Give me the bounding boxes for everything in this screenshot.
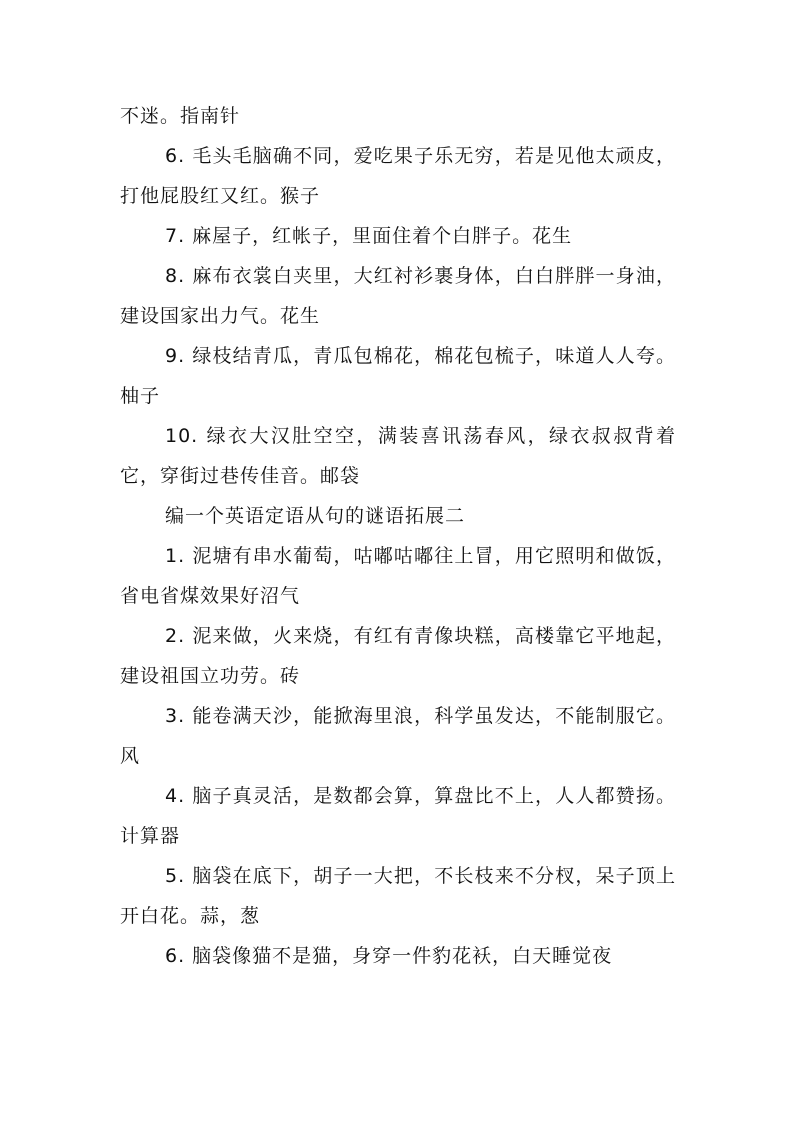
riddle-item: 2. 泥来做，火来烧，有红有青像块糕，高楼靠它平地起，建设祖国立功劳。砖 xyxy=(120,625,676,687)
riddle-item: 8. 麻布衣裳白夹里，大红衬衫裹身体，白白胖胖一身油，建设国家出力气。花生 xyxy=(120,265,676,327)
riddle-item: 4. 脑子真灵活，是数都会算，算盘比不上，人人都赞扬。计算器 xyxy=(120,785,676,847)
paragraph: 不迷。指南针 xyxy=(120,105,241,127)
document-body xyxy=(120,96,676,976)
riddle-item: 3. 能卷满天沙，能掀海里浪，科学虽发达，不能制服它。风 xyxy=(120,705,676,767)
riddle-item: 10. 绿衣大汉肚空空，满装喜讯荡春风，绿衣叔叔背着它，穿街过巷传佳音。邮袋 xyxy=(120,425,676,487)
riddle-item: 1. 泥塘有串水葡萄，咕嘟咕嘟往上冒，用它照明和做饭，省电省煤效果好沼气 xyxy=(120,545,676,607)
riddle-item: 6. 毛头毛脑确不同，爱吃果子乐无穷，若是见他太顽皮，打他屁股红又红。猴子 xyxy=(120,145,676,207)
riddle-item: 7. 麻屋子，红帐子，里面住着个白胖子。花生 xyxy=(165,225,573,247)
riddle-item: 6. 脑袋像猫不是猫，身穿一件豹花袄，白天睡觉夜 xyxy=(165,945,613,967)
riddle-item: 9. 绿枝结青瓜，青瓜包棉花，棉花包梳子，味道人人夸。柚子 xyxy=(120,345,676,407)
section-heading: 编一个英语定语从句的谜语拓展二 xyxy=(165,505,466,527)
riddle-item: 5. 脑袋在底下，胡子一大把，不长枝来不分杈，呆子顶上开白花。蒜，葱 xyxy=(120,865,676,927)
